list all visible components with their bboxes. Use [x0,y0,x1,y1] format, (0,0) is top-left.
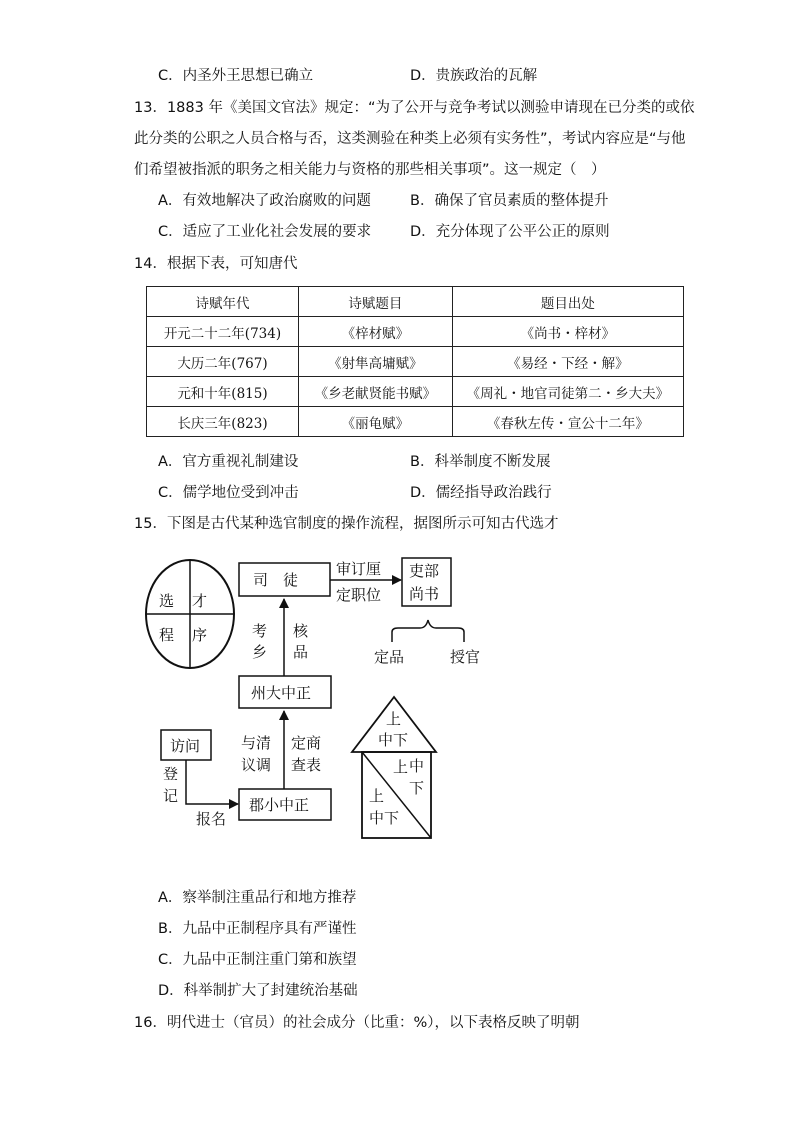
selection-procedure-circle [146,560,234,668]
table-cell: 《乡老献贤能书赋》 [298,377,452,407]
situ-box [239,563,330,596]
table-cell: 《尚书・梓材》 [452,317,683,347]
deng-label: 登 [163,765,179,783]
table-cell: 长庆三年(823) [147,407,299,437]
q14-option-c: C．儒学地位受到冲击 [158,485,299,501]
dingshang-label: 定商 [291,734,322,752]
junxiaozhongzheng-box [239,789,331,820]
house-text: 上 [386,710,402,728]
fangwen-box [161,730,211,760]
pin-label: 品 [293,643,309,661]
table-cell: 《易经・下经・解》 [452,347,683,377]
house-text: 中 [409,757,425,775]
shending-label-1: 审订厘 [336,560,382,578]
table-cell: 《梓材赋》 [298,317,452,347]
dingpin-label: 定品 [374,648,405,666]
table-cell: 《射隼高墉赋》 [298,347,452,377]
table-cell: 开元二十二年(734) [147,317,299,347]
q15-option-b: B．九品中正制程序具有严谨性 [158,921,357,937]
xiang-label: 乡 [252,643,268,661]
table-cell: 《丽龟赋》 [298,407,452,437]
q13-stem-line1: 13．1883 年《美国文官法》规定：“为了公开与竞争考试以测验申请现在已分类的或依 [134,100,695,116]
table-cell: 元和十年(815) [147,377,299,407]
circle-text: 才 [192,592,208,610]
q14-option-d: D．儒经指导政治践行 [410,485,552,501]
q13-option-a: A．有效地解决了政治腐败的问题 [158,193,371,209]
yuqing-label: 与清 [241,734,272,752]
q12-option-d: D．贵族政治的瓦解 [410,68,538,84]
q15-option-a: A．察举制注重品行和地方推荐 [158,890,357,906]
q13-option-c: C．适应了工业化社会发展的要求 [158,224,372,240]
q15-stem: 15．下图是古代某种选官制度的操作流程，据图所示可知古代选才 [134,516,559,532]
zhoudazhongzheng-label: 州大中正 [251,684,312,702]
nine-grade-house [352,697,436,838]
q12-option-c: C．内圣外王思想已确立 [158,68,314,84]
q13-option-b: B．确保了官员素质的整体提升 [410,193,609,209]
circle-text: 程 [159,626,175,644]
q15-option-d: D．科举制扩大了封建统治基础 [158,983,358,999]
libu-label-1: 吏部 [409,562,440,580]
shouguan-label: 授官 [450,648,481,666]
kao-label: 考 [252,622,268,640]
situ-label: 司 徒 [253,571,299,589]
q14-stem: 14．根据下表，可知唐代 [134,256,298,272]
brace-shape [392,620,464,642]
q16-stem: 16．明代进士（官员）的社会成分（比重：%），以下表格反映了明朝 [134,1015,580,1031]
table-header-cell: 诗赋年代 [147,287,299,317]
house-text: 下 [409,779,425,797]
table-header-cell: 题目出处 [452,287,683,317]
q14-option-b: B．科举制度不断发展 [410,454,551,470]
junxiaozhongzheng-label: 郡小中正 [249,796,310,814]
q13-stem-line3: 们希望被指派的职务之相关能力与资格的那些相关事项”。这一规定（ ） [134,162,606,178]
table-header-cell: 诗赋题目 [298,287,452,317]
libu-label-2: 尚书 [409,585,440,603]
fangwen-label: 访问 [170,737,201,755]
circle-text: 序 [192,626,208,644]
house-text: 上 [369,787,385,805]
baoming-label: 报名 [196,810,227,828]
house-text: 中下 [378,731,409,749]
q14-option-a: A．官方重视礼制建设 [158,454,299,470]
shending-label-2: 定职位 [336,586,382,604]
table-cell: 《春秋左传・宣公十二年》 [452,407,683,437]
q13-option-d: D．充分体现了公平公正的原则 [410,224,610,240]
zhoudazhongzheng-box [239,676,331,708]
libu-box [402,558,451,606]
table-cell: 大历二年(767) [147,347,299,377]
he-label: 核 [293,622,309,640]
yidiao-label: 议调 [241,756,272,774]
q13-stem-line2: 此分类的公职之人员合格与否，这类测验在种类上必须有实务性”，考试内容应是“与他 [134,131,686,147]
house-text: 中下 [369,809,400,827]
ji-label: 记 [163,787,179,805]
house-text: 上 [393,758,409,776]
circle-text: 选 [159,592,175,610]
table-cell: 《周礼・地官司徒第二・乡大夫》 [452,377,683,407]
arrow-to-jun [186,760,238,804]
q15-option-c: C．九品中正制注重门第和族望 [158,952,357,968]
chabiao-label: 查表 [291,756,322,774]
